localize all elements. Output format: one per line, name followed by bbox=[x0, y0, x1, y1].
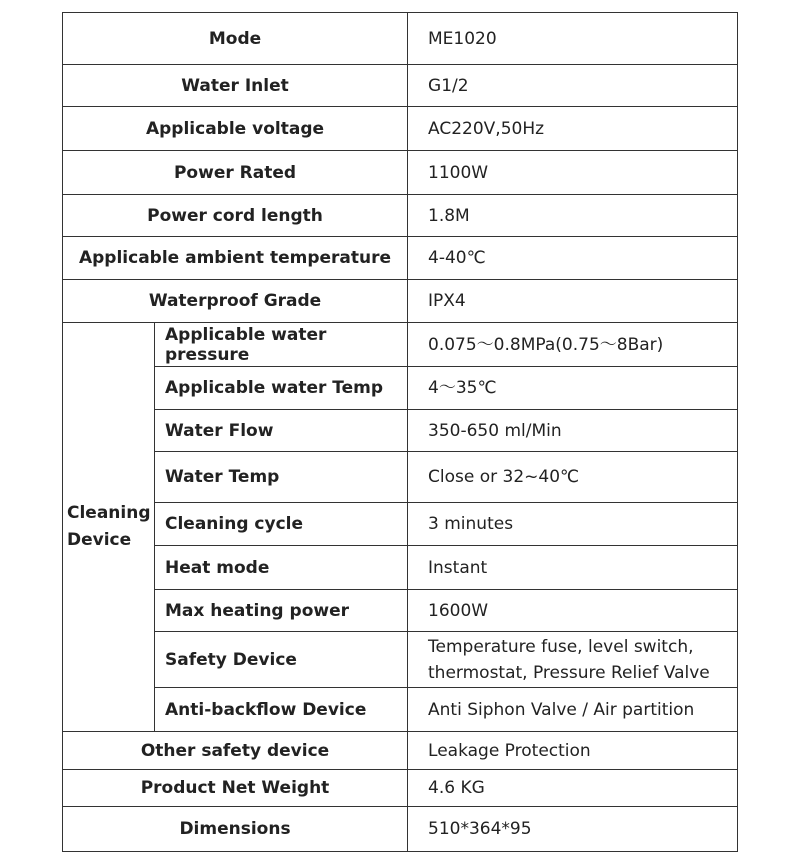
spec-value: IPX4 bbox=[408, 280, 738, 323]
spec-table bbox=[62, 12, 738, 852]
spec-label: Power Rated bbox=[63, 151, 408, 195]
spec-value bbox=[408, 632, 738, 688]
spec-value: Instant bbox=[408, 546, 738, 590]
spec-value: 4～35℃ bbox=[408, 367, 738, 410]
spec-value: 4-40℃ bbox=[408, 237, 738, 280]
spec-value: Close or 32~40℃ bbox=[408, 452, 738, 503]
spec-label: Applicable water Temp bbox=[155, 367, 408, 410]
spec-label: Water Flow bbox=[155, 410, 408, 452]
spec-label: Anti-backflow Device bbox=[155, 688, 408, 732]
spec-label: Water Temp bbox=[155, 452, 408, 503]
spec-value: ME1020 bbox=[408, 13, 738, 65]
table-row bbox=[63, 280, 738, 323]
spec-label: Applicable water pressure bbox=[155, 323, 408, 367]
spec-label: Power cord length bbox=[63, 195, 408, 237]
table-row bbox=[63, 770, 738, 807]
spec-value: 510*364*95 bbox=[408, 807, 738, 852]
table-row bbox=[63, 367, 738, 410]
spec-value: 3 minutes bbox=[408, 503, 738, 546]
table-row bbox=[63, 632, 738, 688]
spec-value: G1/2 bbox=[408, 65, 738, 107]
spec-value: 1.8M bbox=[408, 195, 738, 237]
table-row bbox=[63, 688, 738, 732]
spec-value: 4.6 KG bbox=[408, 770, 738, 807]
spec-value: 1600W bbox=[408, 590, 738, 632]
spec-label: Safety Device bbox=[155, 632, 408, 688]
spec-value: 1100W bbox=[408, 151, 738, 195]
spec-label: Mode bbox=[63, 13, 408, 65]
spec-label: Waterproof Grade bbox=[63, 280, 408, 323]
group-label bbox=[63, 323, 155, 732]
table-row bbox=[63, 452, 738, 503]
table-row bbox=[63, 546, 738, 590]
table-row bbox=[63, 410, 738, 452]
table-row bbox=[63, 590, 738, 632]
table-row bbox=[63, 732, 738, 770]
spec-label: Other safety device bbox=[63, 732, 408, 770]
table-row bbox=[63, 195, 738, 237]
table-row bbox=[63, 13, 738, 65]
group-label-line: Device bbox=[67, 530, 132, 550]
spec-value-line: Temperature fuse, level switch, bbox=[428, 636, 694, 657]
spec-value-line: thermostat, Pressure Relief Valve bbox=[428, 662, 710, 683]
table-row bbox=[63, 503, 738, 546]
spec-value: AC220V,50Hz bbox=[408, 107, 738, 151]
spec-value: Anti Siphon Valve / Air partition bbox=[408, 688, 738, 732]
table-row bbox=[63, 107, 738, 151]
spec-value: Leakage Protection bbox=[408, 732, 738, 770]
spec-label: Applicable voltage bbox=[63, 107, 408, 151]
spec-label: Cleaning cycle bbox=[155, 503, 408, 546]
spec-label: Max heating power bbox=[155, 590, 408, 632]
spec-label: Water Inlet bbox=[63, 65, 408, 107]
table-row bbox=[63, 323, 738, 367]
spec-label: Product Net Weight bbox=[63, 770, 408, 807]
spec-label: Heat mode bbox=[155, 546, 408, 590]
spec-value: 350-650 ml/Min bbox=[408, 410, 738, 452]
spec-label: Applicable ambient temperature bbox=[63, 237, 408, 280]
table-row bbox=[63, 65, 738, 107]
table-row bbox=[63, 151, 738, 195]
spec-label: Dimensions bbox=[63, 807, 408, 852]
group-label-line: Cleaning bbox=[67, 503, 151, 523]
table-row bbox=[63, 237, 738, 280]
spec-value: 0.075～0.8MPa(0.75～8Bar) bbox=[408, 323, 738, 367]
table-row bbox=[63, 807, 738, 852]
